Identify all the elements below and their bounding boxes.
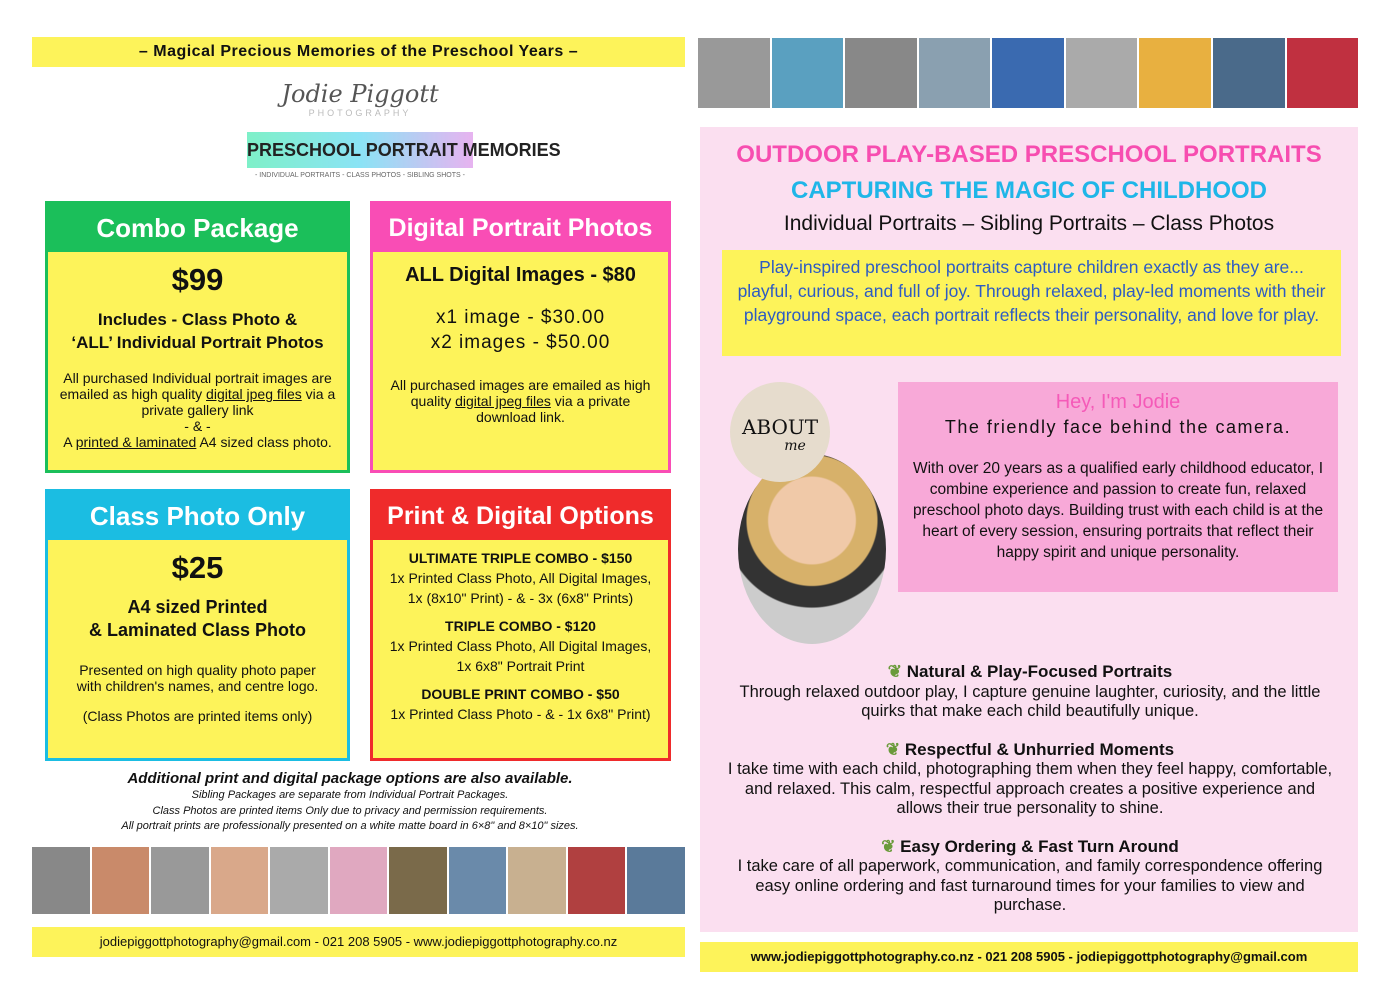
footer-contact-left: jodiepiggottphotography@gmail.com - 021 208 5905 - www.jodiepiggottphotography.co.nz xyxy=(32,927,685,957)
option-desc: 1x Printed Class Photo - & - 1x 6x8" Print) xyxy=(390,706,651,722)
bio-text: With over 20 years as a qualified early childhood educator, I combine experience and passion to create fun, relaxed preschool photo days. Building trust with each child is at the heart of every session, ensuring portraits that reflect their happy spirit and unique personality. xyxy=(912,460,1324,561)
class-price: $25 xyxy=(171,550,224,585)
leaf-icon: ❦ xyxy=(881,836,901,856)
feature-text: I take time with each child, photographing them when they feel happy, comfortable, and relaxed. This calm, respectful approach creates a positive experience and allows their true personality to shine. xyxy=(727,760,1333,817)
about-me: me xyxy=(784,438,806,454)
about-panel xyxy=(700,127,1358,932)
digital-desc2: via a private download link. xyxy=(476,393,631,425)
digital-all: ALL Digital Images - $80 xyxy=(405,264,636,286)
left-column xyxy=(32,201,685,957)
option-name: TRIPLE COMBO - $120 xyxy=(445,618,596,634)
print-title: Print & Digital Options xyxy=(373,492,668,540)
logo-signature: Jodie Piggott xyxy=(281,80,439,108)
footer-contact-right: www.jodiepiggottphotography.co.nz - 021 208 5905 - jodiepiggottphotography@gmail.com xyxy=(700,942,1358,972)
leaf-icon: ❦ xyxy=(885,739,905,759)
package-grid xyxy=(45,201,685,761)
portrait-photo xyxy=(738,454,886,644)
feature-title: Natural & Play-Focused Portraits xyxy=(906,662,1173,681)
about-badge xyxy=(730,382,830,482)
right-column xyxy=(698,38,1358,972)
combo-desc2: via a private gallery link xyxy=(141,386,336,418)
feature-1 xyxy=(720,662,1340,722)
headline-2: CAPTURING THE MAGIC OF CHILDHOOD xyxy=(791,177,1267,204)
digital-desc: All purchased images are emailed as high quality xyxy=(390,377,651,409)
print-digital-card xyxy=(370,489,671,761)
photo-strip-right xyxy=(698,38,1358,108)
leaf-icon: ❦ xyxy=(887,662,907,681)
combo-line1: Includes - Class Photo & xyxy=(97,310,298,329)
feature-text: I take care of all paperwork, communication, and family correspondence offering easy online ordering and fast turnaround times for your families to view and purchase. xyxy=(737,857,1323,914)
combo-title: Combo Package xyxy=(48,204,347,252)
headline-1: OUTDOOR PLAY-BASED PRESCHOOL PORTRAITS xyxy=(736,141,1322,168)
class-title: Class Photo Only xyxy=(48,492,347,540)
feature-title: Easy Ordering & Fast Turn Around xyxy=(900,836,1179,856)
combo-price: $99 xyxy=(171,262,224,297)
photo-strip-left xyxy=(32,847,685,914)
combo-package-card xyxy=(45,201,350,473)
combo-desc: All purchased Individual portrait images are emailed as high quality xyxy=(59,370,332,402)
combo-desc4: A xyxy=(63,434,76,450)
bio-area xyxy=(700,382,1358,652)
option-name: ULTIMATE TRIPLE COMBO - $150 xyxy=(408,550,633,566)
feature-text: Through relaxed outdoor play, I capture genuine laughter, curiosity, and the little quirks that make each child beautifully unique. xyxy=(739,682,1321,720)
digital-jpeg-link[interactable]: digital jpeg files xyxy=(455,393,551,409)
combo-line2: ‘ALL’ Individual Portrait Photos xyxy=(71,333,324,352)
top-banner: – Magical Precious Memories of the Preschool Years – xyxy=(32,37,685,67)
logo-tagline: - INDIVIDUAL PORTRAITS - CLASS PHOTOS - SIBLING SHOTS - xyxy=(255,172,465,179)
class-line1: A4 sized Printed xyxy=(127,597,268,617)
about-label: ABOUT xyxy=(741,415,819,439)
notes-l1: Sibling Packages are separate from Individual Portrait Packages. xyxy=(191,789,509,801)
digital-title: Digital Portrait Photos xyxy=(373,204,668,252)
digital-x2: x2 images - $50.00 xyxy=(430,332,611,353)
option-desc: 1x Printed Class Photo, All Digital Images, 1x (8x10" Print) - & - 3x (6x8" Prints) xyxy=(389,570,652,606)
notes-l2: Class Photos are printed items Only due to privacy and permission requirements. xyxy=(152,804,548,817)
option-name: DOUBLE PRINT COMBO - $50 xyxy=(421,686,620,702)
logo-sub: PHOTOGRAPHY xyxy=(308,108,412,118)
jpeg-link[interactable]: digital jpeg files xyxy=(206,386,302,402)
bio-greeting: Hey, I'm Jodie xyxy=(1055,391,1181,413)
feature-title: Respectful & Unhurried Moments xyxy=(904,739,1175,759)
combo-and: - & - xyxy=(184,418,211,434)
class-line2: & Laminated Class Photo xyxy=(88,620,307,640)
feature-2 xyxy=(720,740,1340,819)
notes xyxy=(40,769,660,835)
intro-text: Play-inspired preschool portraits capture children exactly as they are... playful, curious, and full of joy. Through relaxed, play-led moments with their playground space, each portrait reflects their personality, and love for play. xyxy=(722,250,1341,356)
logo-title: PRESCHOOL PORTRAIT MEMORIES xyxy=(247,132,473,168)
digital-x1: x1 image - $30.00 xyxy=(435,307,606,328)
combo-desc5: A4 sized class photo. xyxy=(196,434,332,450)
class-desc: Presented on high quality photo paper with children's names, and centre logo. xyxy=(76,662,319,694)
bio-tagline: The friendly face behind the camera. xyxy=(944,417,1292,437)
headline-3: Individual Portraits – Sibling Portraits – Class Photos xyxy=(783,212,1275,235)
class-photo-card xyxy=(45,489,350,761)
notes-l3: All portrait prints are professionally presented on a white matte board in 6×8" and 8×10" sizes. xyxy=(121,820,579,832)
option-desc: 1x Printed Class Photo, All Digital Images, 1x 6x8" Portrait Print xyxy=(389,638,652,674)
logo xyxy=(230,80,561,179)
feature-3 xyxy=(720,837,1340,916)
digital-photos-card xyxy=(370,201,671,473)
laminated-link[interactable]: printed & laminated xyxy=(75,434,197,450)
class-note: (Class Photos are printed items only) xyxy=(82,708,313,724)
notes-head: Additional print and digital package options are also available. xyxy=(127,770,573,787)
bio-box xyxy=(898,382,1338,592)
